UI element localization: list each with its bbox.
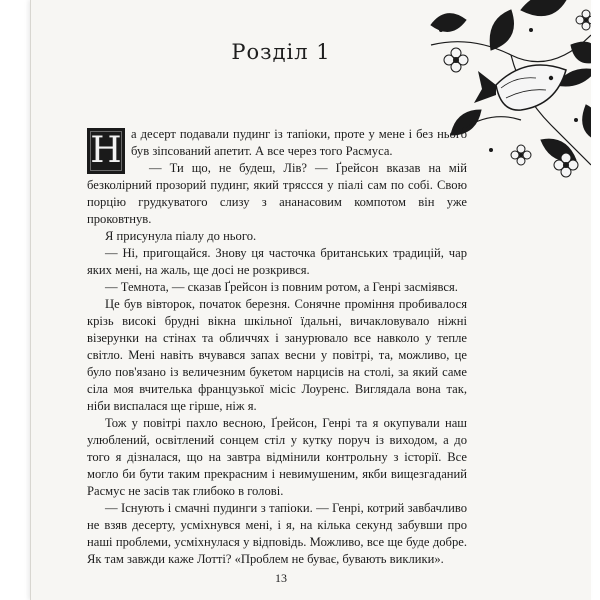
paragraph: Н а десерт подавали пудинг із тапіоки, проте у мене і без нього був зіпсований апетит. А все через того Расмуса. [87,126,467,160]
paragraph: — Існують і смачні пудинги з тапіоки. — Генрі, котрий завбачливо не взяв десерту, усміхнувся мені, і я, на кілька секунд забувши про наші проблеми, усміхнулася у відповідь. Можливо, все ще буде добре. Як там завжди каже Лотті? «Проблем не буває, бувають виклики». [87,501,467,566]
dropcap-letter: Н [87,128,125,174]
paragraph: — Ти що, не будеш, Лів? — Ґрейсон вказав на мій безколірний прозорий пудинг, який тряссся у піалі сам по собі. Свою порцію грудкуватого слизу з ананасовим компотом він уже проковтнув. [87,161,467,226]
body-text [87,126,467,568]
paragraph: — Темнота, — сказав Ґрейсон із повним ротом, а Генрі засміявся. [105,280,458,294]
page-number: 13 [275,571,287,585]
chapter-title: Розділ 1 [231,40,331,64]
paragraph: Тож у повітрі пахло весною, Ґрейсон, Генрі та я окупували наш улюблений, освітлений сонцем стіл у кутку поруч із виходом, а до того я дізналася, що на завтра відмінили контрольну з історії. Все могло би бути таким прекрасним і невимушеним, якби вищезгаданий Расмус не засів так глибоко в голові. [87,416,467,498]
paragraph: Це був вівторок, початок березня. Сонячне проміння пробивалося крізь високі брудні вікна шкільної їдальні, вичакловувало ніжні візерунки на стінах та обличчях і занурювало все навколо у тепле світло. Мені навіть вчувався запах весни у повітрі, та, можливо, це було пов'язано із величезним букетом нарцисів на столі, за який саме сіла моя вчителька французької місіс Лоуренс. Виглядала вона так, ніби виспалася ще гірше, ніж я. [87,297,467,413]
book-page [30,0,591,600]
paragraph: Я присунула піалу до нього. [105,229,257,243]
paragraph: — Ні, пригощайся. Знову ця часточка британських традицій, чар яких мені, на жаль, ще досі не розкрився. [87,246,467,277]
